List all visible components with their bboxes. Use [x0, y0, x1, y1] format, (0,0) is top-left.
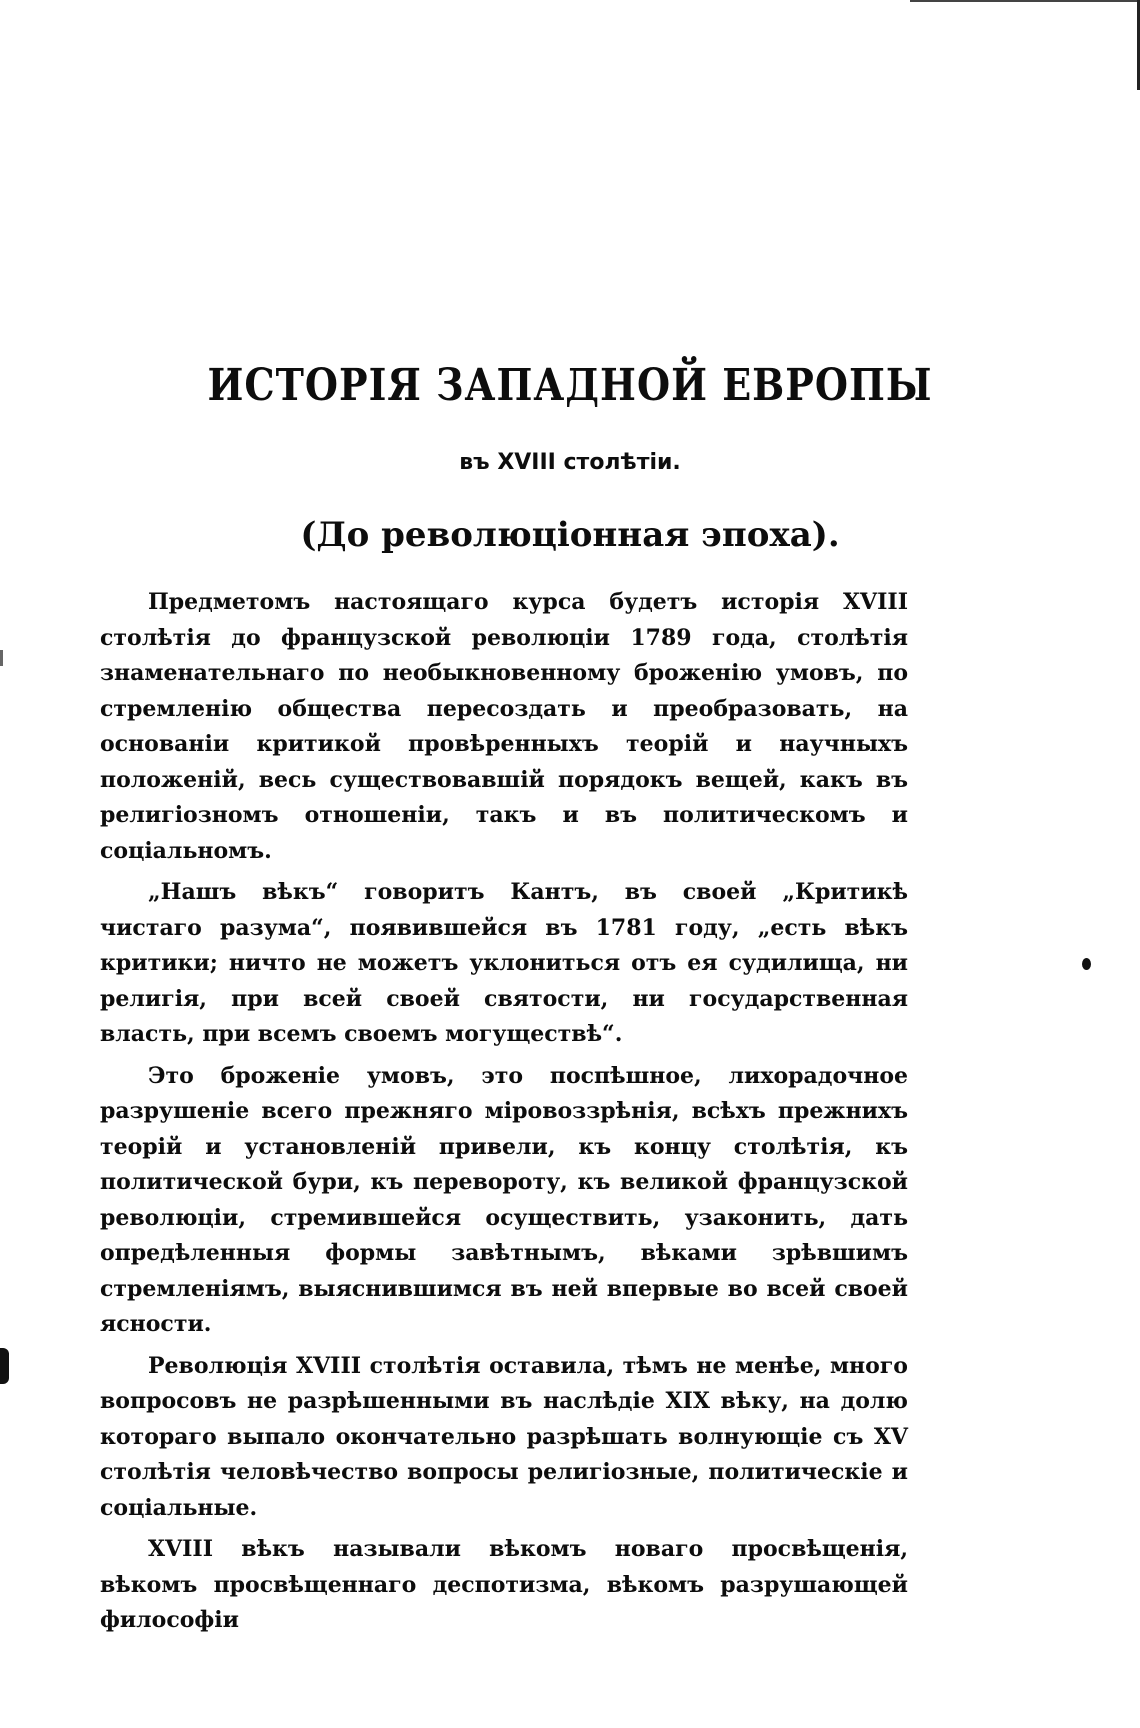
document-era-heading: (До революціонная эпоха).: [300, 515, 840, 555]
scan-edge-top: [910, 0, 1140, 2]
paragraph: Революція XVIII столѣтія оставила, тѣмъ не менѣе, много вопросовъ не разрѣшенными въ наслѣдіе XIX вѣку, на долю котораго выпало окончательно разрѣшать волнующіе съ XV столѣтія человѣчество вопросы религіозные, политическіе и соціальные.: [100, 1352, 908, 1521]
paragraph: „Нашъ вѣкъ“ говоритъ Кантъ, въ своей „Критикѣ чистаго разума“, появившейся въ 1781 году, „есть вѣкъ критики; ничто не можетъ уклониться отъ ея судилища, ни религія, при всей своей святости, ни государственная власть, при всемъ своемъ могуществѣ“.: [100, 879, 908, 1047]
paragraph: Предметомъ настоящаго курса будетъ исторія XVIII столѣтія до французской революціи 1789 года, столѣтія знаменательнаго по необыкновенному броженію умовъ, по стремленію общества пересоздать и преобразовать, на основаніи критикой провѣренныхъ теорій и научныхъ положеній, весь существовавшій порядокъ вещей, какъ въ религіозномъ отношеніи, такъ и въ политическомъ и соціальномъ.: [100, 589, 908, 864]
document-title: ИСТОРІЯ ЗАПАДНОЙ ЕВРОПЫ: [207, 358, 933, 411]
paragraph: XVIII вѣкъ называли вѣкомъ новаго просвѣщенія, вѣкомъ просвѣщеннаго деспотизма, вѣкомъ разрушающей философіи: [100, 1536, 908, 1633]
paragraph: Это броженіе умовъ, это поспѣшное, лихорадочное разрушеніе всего прежняго міровоззрѣнія, всѣхъ прежнихъ теорій и установленій привели, къ концу столѣтія, къ политической бури, къ перевороту, къ великой французской революціи, стремившейся осуществить, узаконить, дать опредѣленныя формы завѣтнымъ, вѣками зрѣвшимъ стремленіямъ, выяснившимся въ ней впервые во всей своей ясности.: [100, 1062, 908, 1337]
document-body: [100, 585, 908, 1645]
document-subtitle: въ XVIII столѣтіи.: [459, 450, 681, 475]
scan-mark-left: [0, 1348, 9, 1384]
scan-mark-left-small: [0, 650, 3, 666]
scan-dot-mark: [1082, 958, 1091, 970]
